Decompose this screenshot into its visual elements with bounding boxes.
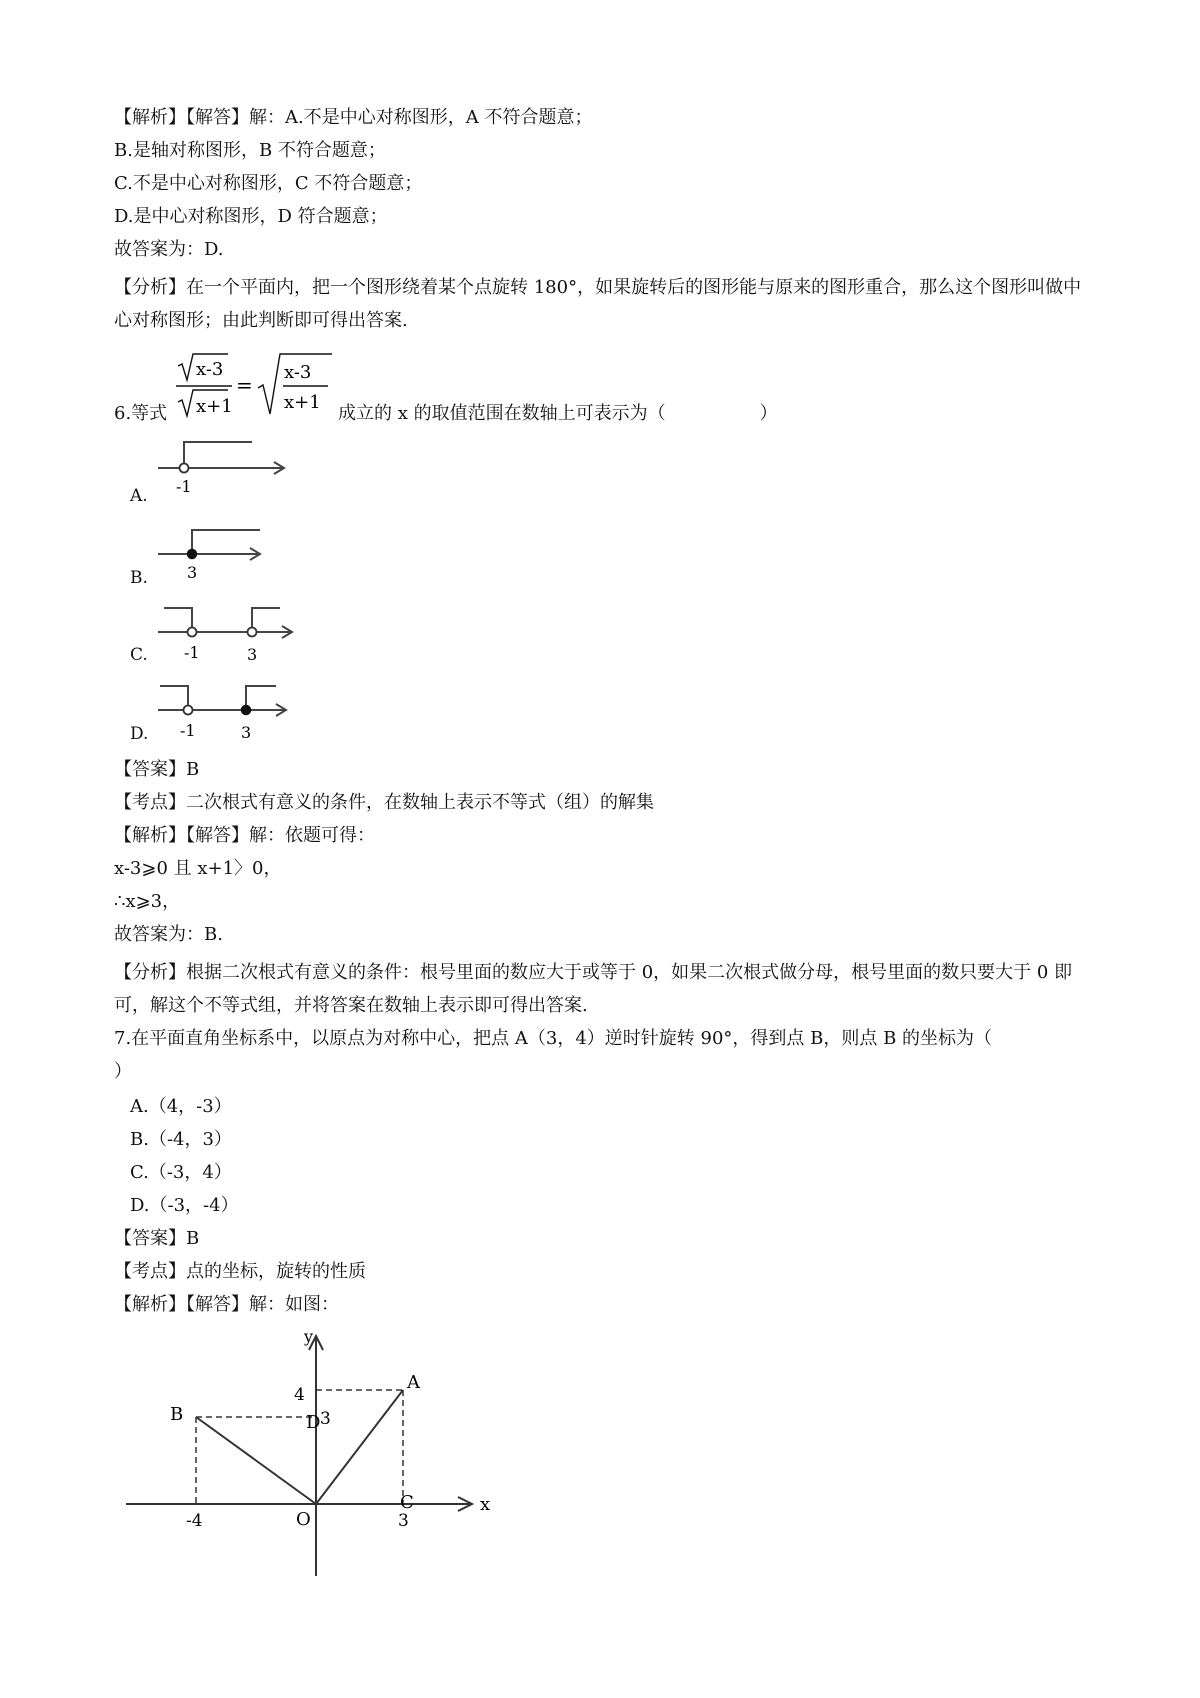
q7-option-a: A.（4，-3） (130, 1096, 232, 1117)
q6-answer: 【答案】B (114, 759, 200, 780)
formula-rhs-den: x+1 (284, 392, 321, 413)
q6-option-c-label: C. (130, 645, 148, 665)
q6-analysis: 【分析】根据二次根式有意义的条件：根号里面的数应大于或等于 0，如果二次根式做分母，根号里面的数只要大于 0 即可，解这个不等式组，并将答案在数轴上表示即可得出答案. (114, 962, 1073, 1016)
point-a-label: A (407, 1372, 420, 1393)
q5-solution-line-2: B.是轴对称图形，B 不符合题意； (114, 140, 386, 161)
q5-analysis: 【分析】在一个平面内，把一个图形绕着某个点旋转 180°，如果旋转后的图形能与原来的图形重合，那么这个图形叫做中心对称图形；由此判断即可得出答案. (114, 277, 1082, 331)
q6-option-c-numberline (154, 600, 304, 668)
tick-y-3: 3 (320, 1409, 331, 1429)
point-c-label: C (400, 1492, 414, 1513)
formula-rhs-num: x-3 (284, 362, 312, 383)
q6-solution-line-2: x-3⩾0 且 x+1〉0， (114, 858, 282, 879)
q6-option-b-numberline (154, 524, 294, 586)
tick-x-neg4: -4 (186, 1511, 203, 1531)
segment-oa (316, 1390, 403, 1504)
q6-solution-line-1: 【解析】【解答】解：依题可得： (114, 825, 375, 846)
formula-eq: = (236, 373, 253, 397)
q6-d-tick-2: 3 (241, 723, 252, 742)
q6-option-d-numberline (154, 680, 304, 748)
q7-key-points: 【考点】点的坐标，旋转的性质 (114, 1261, 366, 1282)
q6-c-tick-1: -1 (184, 643, 200, 662)
q6-key-points: 【考点】二次根式有意义的条件，在数轴上表示不等式（组）的解集 (114, 792, 654, 813)
q6-option-b-label: B. (130, 568, 148, 588)
q5-conclusion: 故答案为：D. (114, 239, 224, 260)
y-axis-label: y (304, 1327, 314, 1346)
q7-option-b: B.（-4，3） (130, 1129, 232, 1150)
q7-answer: 【答案】B (114, 1228, 200, 1249)
q5-solution-line-1: 【解析】【解答】解：A.不是中心对称图形，A 不符合题意； (114, 107, 593, 128)
q6-b-tick: 3 (187, 563, 198, 582)
q6-stem-prefix: 6.等式 (114, 403, 168, 424)
q7-option-d: D.（-3，-4） (130, 1195, 239, 1216)
q6-d-tick-1: -1 (180, 721, 196, 740)
formula-lhs-num: x-3 (196, 359, 224, 380)
q7-coordinate-figure (120, 1320, 500, 1590)
q6-stem-suffix: 成立的 x 的取值范围在数轴上可表示为（ ） (338, 403, 778, 424)
q6-formula (170, 352, 340, 420)
q6-a-tick: -1 (176, 477, 192, 496)
point-d-label: D (306, 1412, 321, 1433)
x-axis-label: x (480, 1494, 491, 1515)
formula-lhs-den: x+1 (196, 396, 233, 417)
q7-solution: 【解析】【解答】解：如图： (114, 1294, 339, 1315)
tick-x-3: 3 (398, 1511, 409, 1531)
q5-solution-line-3: C.不是中心对称图形，C 不符合题意； (114, 173, 423, 194)
q5-solution-line-4: D.是中心对称图形，D 符合题意； (114, 206, 388, 227)
q7-stem: 7.在平面直角坐标系中，以原点为对称中心，把点 A（3，4）逆时针旋转 90°，得到点 B，则点 B 的坐标为（） (114, 1028, 993, 1082)
q6-conclusion: 故答案为：B. (114, 924, 223, 945)
segment-ob (196, 1417, 316, 1504)
q6-option-a-numberline (154, 438, 294, 500)
q7-option-c: C.（-3，4） (130, 1162, 232, 1183)
q6-solution-line-3: ∴x⩾3， (114, 891, 181, 912)
point-b-label: B (170, 1404, 184, 1425)
q6-c-tick-2: 3 (247, 645, 258, 664)
q6-option-a-label: A. (130, 486, 148, 506)
tick-y-4: 4 (294, 1385, 305, 1405)
origin-label: O (296, 1509, 311, 1530)
q6-option-d-label: D. (130, 724, 149, 744)
